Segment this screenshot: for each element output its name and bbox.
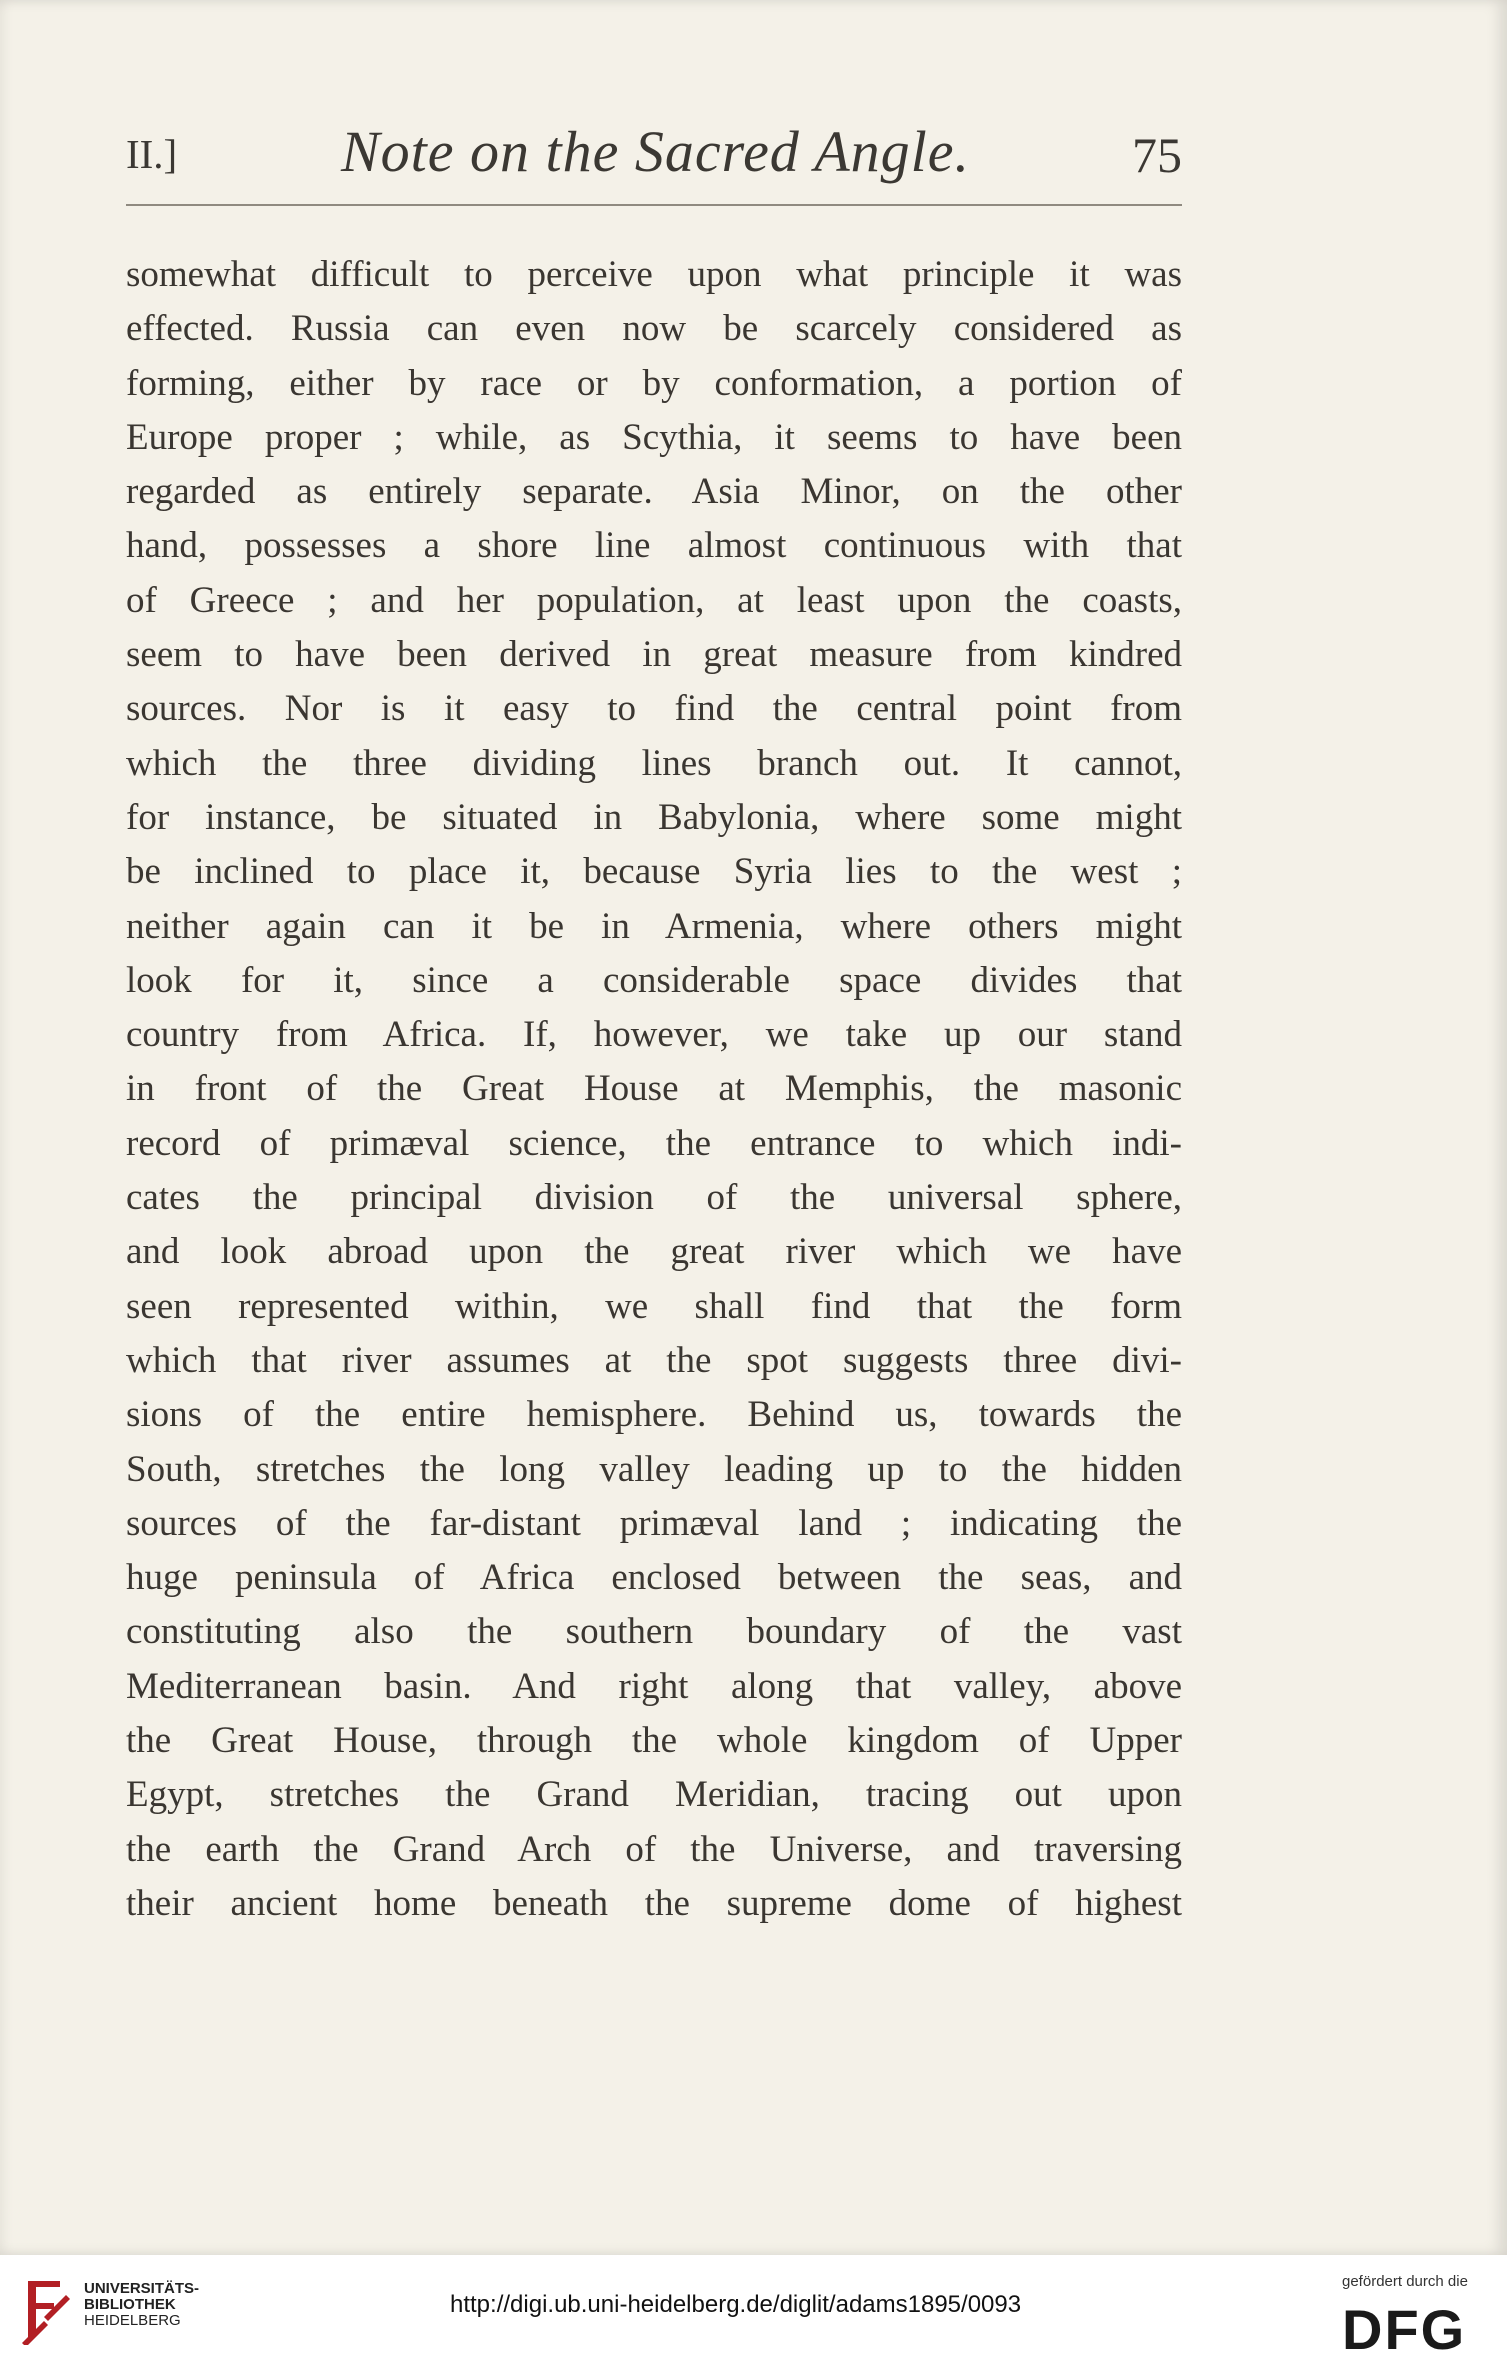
running-title: Note on the Sacred Angle. (341, 119, 971, 184)
text-line: sources. Nor is it easy to find the central point from (126, 688, 1182, 730)
funded-by-text: gefördert durch die (1342, 2273, 1468, 2290)
text-line: be inclined to place it, because Syria lies to the west ; (126, 851, 1182, 893)
text-line: look for it, since a considerable space divides that (126, 959, 1182, 1001)
text-line: their ancient home beneath the supreme dome of highest (126, 1882, 1182, 1924)
text-line: cates the principal division of the universal sphere, (126, 1177, 1182, 1219)
text-line: South, stretches the long valley leading up to the hidden (126, 1448, 1182, 1490)
text-line: which the three dividing lines branch out. It cannot, (126, 742, 1182, 784)
text-line: somewhat difficult to perceive upon what principle it was (126, 254, 1182, 295)
text-line: seem to have been derived in great measure from kindred (126, 634, 1182, 676)
library-line-3: HEIDELBERG (84, 2312, 181, 2329)
text-line: and look abroad upon the great river which we have (126, 1231, 1182, 1273)
text-line: effected. Russia can even now be scarcely considered as (126, 308, 1182, 350)
library-name (84, 2281, 199, 2329)
text-line: for instance, be situated in Babylonia, where some might (126, 796, 1182, 838)
text-line: constituting also the southern boundary of the vast (126, 1611, 1182, 1653)
text-line: Mediterranean basin. And right along that valley, above (126, 1665, 1182, 1707)
library-line-1: UNIVERSITÄTS- (84, 2280, 200, 2297)
text-line: hand, possesses a shore line almost continuous with that (126, 525, 1182, 567)
text-line: Europe proper ; while, as Scythia, it seems to have been (126, 416, 1182, 458)
text-line: forming, either by race or by conformation, a portion of (126, 362, 1182, 404)
page-number: 75 (1132, 127, 1182, 183)
dfg-logo: DFG (1342, 2298, 1467, 2361)
text-line: in front of the Great House at Memphis, the masonic (126, 1068, 1182, 1110)
text-line: Egypt, stretches the Grand Meridian, tracing out upon (126, 1774, 1182, 1816)
chapter-marker: II.] (126, 131, 178, 177)
text-line: the earth the Grand Arch of the Universe, and traversing (126, 1828, 1182, 1870)
text-line: sources of the far-distant primæval land ; indicating the (126, 1502, 1182, 1544)
text-line: sions of the entire hemisphere. Behind us, towards the (126, 1394, 1182, 1436)
library-line-2: BIBLIOTHEK (84, 2296, 176, 2313)
text-line: neither again can it be in Armenia, where others might (126, 905, 1182, 947)
text-line: regarded as entirely separate. Asia Minor, on the other (126, 471, 1182, 513)
text-line: which that river assumes at the spot suggests three divi- (126, 1339, 1182, 1381)
text-line: record of primæval science, the entrance to which indi- (126, 1122, 1182, 1164)
text-line: the Great House, through the whole kingdom of Upper (126, 1720, 1182, 1762)
university-library-logo-icon (14, 2273, 74, 2345)
text-line: country from Africa. If, however, we take up our stand (126, 1014, 1182, 1056)
running-head (126, 118, 1182, 188)
text-line: huge peninsula of Africa enclosed between the seas, and (126, 1557, 1182, 1599)
source-url-link[interactable]: http://digi.ub.uni-heidelberg.de/diglit/adams1895/0093 (450, 2291, 1022, 2318)
body-text (126, 248, 1182, 1931)
header-rule (126, 204, 1182, 206)
footer-bar (0, 2255, 1507, 2371)
text-line: seen represented within, we shall find that the form (126, 1285, 1182, 1327)
text-line: of Greece ; and her population, at least upon the coasts, (126, 579, 1182, 621)
